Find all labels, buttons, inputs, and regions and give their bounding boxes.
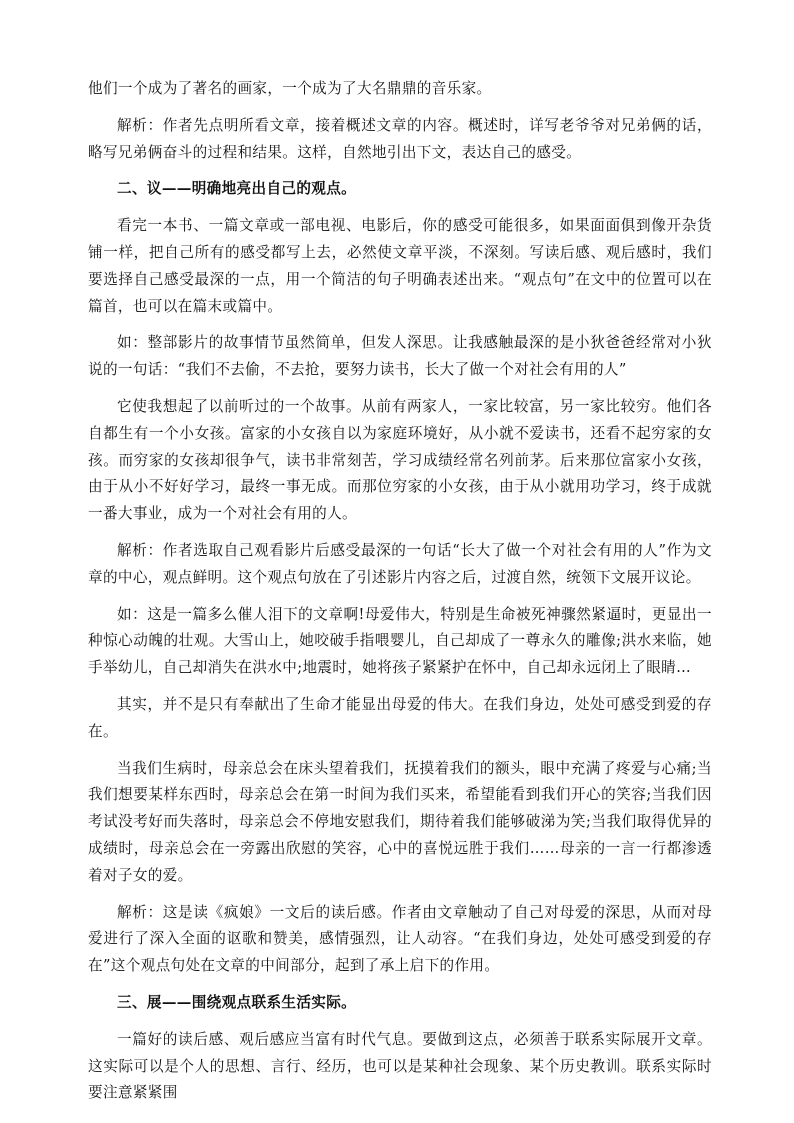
example-paragraph-1: 如：整部影片的故事情节虽然简单，但发人深思。让我感触最深的是小狄爸爸经常对小狄说的一句话：“我们不去偷，不去抢，要努力读书，长大了做一个对社会有用的人” — [88, 334, 712, 379]
paragraph-1: 他们一个成为了著名的画家，一个成为了大名鼎鼎的音乐家。 — [88, 80, 492, 97]
analysis-paragraph-2: 解析：作者选取自己观看影片后感受最深的一句话“长大了做一个对社会有用的人”作为文章的中心，观点鲜明。这个观点句放在了引述影片内容之后，过渡自然，统领下文展开议论。 — [88, 541, 712, 586]
example-paragraph-2: 如：这是一篇多么催人泪下的文章啊!母爱伟大，特别是生命被死神骤然紧逼时，更显出一种惊心动魄的壮观。大雪山上，她咬破手指喂婴儿，自己却成了一尊永久的雕像;洪水来临，她手举幼儿，自己却消失在洪水中;地震时，她将孩子紧紧护在怀中，自己却永远闭上了眼睛… — [88, 605, 712, 677]
section-heading-3: 三、展——围绕观点联系生活实际。 — [117, 993, 357, 1011]
story-paragraph: 它使我想起了以前听过的一个故事。从前有两家人，一家比较富，另一家比较穷。他们各自都生有一个小女孩。富家的小女孩自以为家庭环境好，从小就不爱读书，还看不起穷家的女孩。而穷家的女孩却很争气，读书非常刻苦，学习成绩经常名列前茅。后来那位富家小女孩，由于从小不好好学习，最终一事无成。而那位穷家的小女孩，由于从小就用功学习，终于成就一番大事业，成为一个对社会有用的人。 — [88, 397, 712, 523]
paragraph-9: 其实，并不是只有奉献出了生命才能显出母爱的伟大。在我们身边，处处可感受到爱的存在。 — [88, 695, 712, 740]
paragraph-13: 一篇好的读后感、观后感应当富有时代气息。要做到这点，必须善于联系实际展开文章。这实际可以是个人的思想、言行、经历，也可以是某种社会现象、某个历史教训。联系实际时要注意紧紧围 — [88, 1030, 712, 1102]
analysis-label: 解析 — [117, 116, 148, 134]
paragraph-10: 当我们生病时，母亲总会在床头望着我们，抚摸着我们的额头，眼中充满了疼爱与心痛;当我们想要某样东西时，母亲总会在第一时间为我们买来，希望能看到我们开心的笑容;当我们因考试没考好而失落时，母亲总会不停地安慰我们，期待着我们能够破涕为笑;当我们取得优异的成绩时，母亲总会在一旁露出欣慰的笑容，心中的喜悦远胜于我们……母亲的一言一行都渗透着对子女的爱。 — [88, 759, 712, 884]
analysis-paragraph-1: 解析：作者先点明所看文章，接着概述文章的内容。概述时，详写老爷爷对兄弟俩的话，略写兄弟俩奋斗的过程和结果。这样，自然地引出下文，表达自己的感受。 — [88, 116, 712, 161]
analysis-label: 解析 — [117, 541, 148, 559]
analysis-paragraph-3: 解析：这是读《疯娘》一文后的读后感。作者由文章触动了自己对母爱的深思，从而对母爱进行了深入全面的讴歌和赞美，感情强烈，让人动容。“在我们身边，处处可感受到爱的存在”这个观点句处在文章的中间部分，起到了承上启下的作用。 — [88, 903, 712, 975]
document-page — [88, 76, 712, 1107]
analysis-label: 解析 — [117, 903, 148, 921]
section-heading-2: 二、议——明确地亮出自己的观点。 — [117, 180, 357, 198]
paragraph-4: 看完一本书、一篇文章或一部电视、电影后，你的感受可能很多，如果面面俱到像开杂货铺一样，把自己所有的感受都写上去，必然使文章平淡，不深刻。写读后感、观后感时，我们要选择自己感受最深的一点，用一个简洁的句子明确表述出来。“观点句”在文中的位置可以在篇首，也可以在篇末或篇中。 — [88, 217, 712, 315]
